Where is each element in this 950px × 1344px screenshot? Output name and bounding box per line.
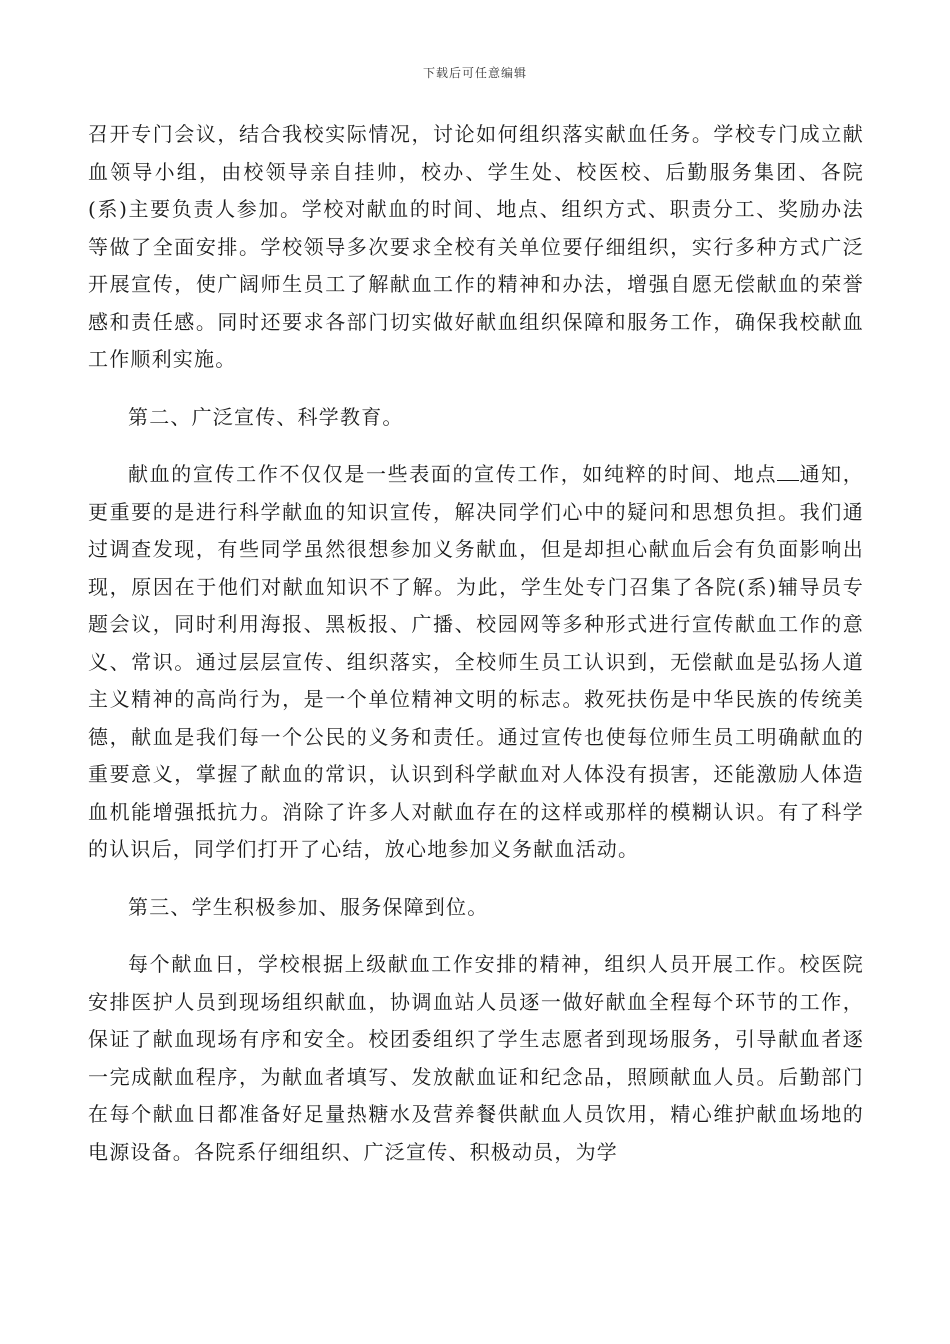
paragraph-publicity-part-1: 献血的宣传工作不仅仅是一些表面的宣传工作，如纯粹的时间、地点 [128,462,778,486]
blank-underline [777,462,799,481]
page-header: 下载后可任意编辑 [422,66,527,80]
paragraph-publicity-part-2: 通知，更重要的是进行科学献血的知识宣传，解决同学们心中的疑问和思想负担。我们通过调查发现，有些同学虽然很想参加义务献血，但是却担心献血后会有负面影响出现，原因在于他们对献血知识不了解。为此，学生处专门召集了各院(系)辅导员专题会议，同时利用海报、黑板报、广播、校园网等多种形式进行宣传献血工作的意义、常识。通过层层宣传、组织落实，全校师生员工认识到，无偿献血是弘扬人道主义精神的高尚行为，是一个单位精神文明的标志。救死扶伤是中华民族的传统美德，献血是我们每一个公民的义务和责任。通过宣传也使每位师生员工明确献血的重要意义，掌握了献血的常识，认识到科学献血对人体没有损害，还能激励人体造血机能增强抵抗力。消除了许多人对献血存在的这样或那样的模糊认识。有了科学的认识后，同学们打开了心结，放心地参加义务献血活动。 [88,462,865,861]
section-heading-2: 第二、广泛宣传、科学教育。 [128,404,404,429]
paragraph-meeting: 召开专门会议，结合我校实际情况，讨论如何组织落实献血任务。学校专门成立献血领导小组，由校领导亲自挂帅，校办、学生处、校医校、后勤服务集团、各院(系)主要负责人参加。学校对献血的时间、地点、组织方式、职责分工、奖励办法等做了全面安排。学校领导多次要求全校有关单位要仔细组织，实行多种方式广泛开展宣传，使广阔师生员工了解献血工作的精神和办法，增强自愿无偿献血的荣誉感和责任感。同时还要求各部门切实做好献血组织保障和服务工作，确保我校献血工作顺利实施。 [88,122,864,371]
document-body [88,116,864,1171]
paragraph-service: 每个献血日，学校根据上级献血工作安排的精神，组织人员开展工作。校医院安排医护人员到现场组织献血，协调血站人员逐一做好献血全程每个环节的工作，保证了献血现场有序和安全。校团委组织了学生志愿者到现场服务，引导献血者逐一完成献血程序，为献血者填写、发放献血证和纪念品，照顾献血人员。后勤部门在每个献血日都准备好足量热糖水及营养餐供献血人员饮用，精心维护献血场地的电源设备。各院系仔细组织、广泛宣传、积极动员，为学 [88,952,864,1164]
section-heading-3: 第三、学生积极参加、服务保障到位。 [128,894,489,919]
paragraph-publicity [88,456,864,869]
